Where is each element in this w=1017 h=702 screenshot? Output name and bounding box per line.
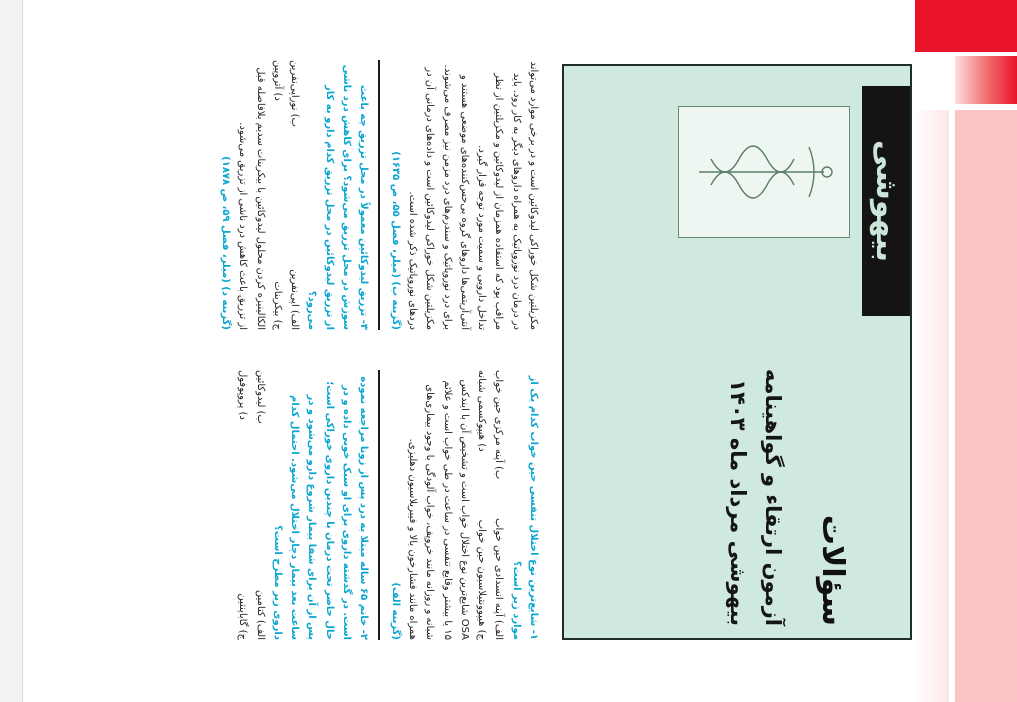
q3-explanation: الکالینیزه کردن محلول لیدوکائین با بیکربنات سدیم بلافاصله قبل از تزریق باعث کاهش درد ناشی از تزریق می‌شود.	[237, 67, 266, 330]
brand-label: بیهوشی	[869, 140, 904, 262]
exam-title-line2: بیهوشی مرداد ماه ۱۴۰۳	[726, 379, 750, 626]
q2-options-row1	[251, 370, 268, 640]
q1-explanation: OSA شایع‌ترین نوع اختلال خواب است و تشخیص آن با ایندکس ۱۵ یا بیشتر وقایع تنفسی در ساعت در طی خواب است و علائم شبانه و روزانه مانند خروپف، خواب آلودگی با وجود بیماری‌های همراه مانند فشارخون بالا و فیبریلاسیون دهلیزی.	[406, 379, 470, 640]
q3-option-c: ج) بیکربنات	[271, 281, 283, 330]
q2-options-row2	[234, 370, 251, 640]
q1-stem: ۱- شایع‌ترین نوع اختلال تنفسی حین خواب کدام یک از موارد زیر است؟	[510, 375, 539, 640]
q2-stem: ۲- خانم ۶۵ ساله مبتلا به درد پس از زونا مراجعه نموده است. در گذشته داروی برای او سبک خوبی داده و در حال حاضر تحت درمان با چندین داروی خوراکی است؛ پس از آن برای شفا بیمار شروع دارو می‌شود و در ساعت بعد بیمار دچار اختلال می‌شود. احتمال کدام داروی زیر مطرح است؟	[271, 376, 370, 640]
q2-option-c: ج) گاباپنتین	[237, 593, 249, 640]
q3-stem: ۳- تزریق لیدوکائین معمولاً در محل تزریق چه باعث سوزش در محل تزریق می‌شود؟ برای کاهش درد ناشی از تزریق لیدوکائین در محل تزریق کدام دارو به کار می‌رود؟	[306, 64, 370, 330]
q1-options-row1	[490, 370, 507, 640]
q1-option-d: د) هیپوکسمی شبانه	[476, 370, 488, 452]
brand-bar	[862, 86, 910, 316]
column-right	[234, 370, 542, 640]
red-gradient-block	[955, 56, 1017, 104]
q2-answer: (گزینه ب) (میلر، فصل ۵۵، ص ۱۶۳۵)	[389, 151, 401, 330]
header-banner	[562, 64, 912, 640]
q2-option-a: الف) کتامین	[254, 589, 266, 640]
q3-option-b: ب) نوراپی‌نفرین	[289, 60, 301, 127]
red-corner-block	[915, 0, 1017, 52]
q3-options-row1	[286, 60, 303, 330]
q2-explanation-1: مکزیلتین شکل خوراکی لیدوکائین است و در برخی موارد می‌تواند در درمان درد نوروپاتیک به همراه داروهای دیگر به کار رود. باید مراقب بود که استفاده همزمان از لیدوکائین و مکزیلتین از نظر تداخل دارویی و سمیت مورد توجه قرار گیرد.	[476, 61, 539, 330]
section-label: سؤالات	[815, 514, 850, 626]
pink-strip-inner	[915, 110, 949, 702]
q3-option-a: الف) اپی‌نفرین	[289, 269, 301, 330]
q1-options-row2	[473, 370, 490, 640]
q1-option-a: الف) آپنه انسدادی حین خواب	[493, 518, 505, 640]
q2-option-d: د) پروپوفول	[237, 370, 249, 420]
q1-option-c: ج) هیپوونتیلاسیون حین خواب	[476, 519, 488, 640]
q1-answer: (گزینه الف)	[389, 582, 401, 640]
q1-option-b: ب) آپنه مرکزی حین خواب	[493, 370, 505, 480]
left-margin-bar	[0, 0, 23, 702]
q3-options-row2	[269, 60, 286, 330]
q-divider	[378, 370, 380, 640]
notebook-caduceus-icon	[678, 106, 850, 238]
questions-page	[72, 50, 542, 650]
q-divider	[378, 60, 380, 330]
q3-answer: (گزینه د) (میلر، فصل ۵۹، ص ۱۸۷۸)	[219, 156, 231, 330]
q2-option-b: ب) لیدوکائین	[254, 370, 266, 424]
exam-title-line1: آزمون ارتقاء و گواهینامه	[761, 368, 785, 626]
pink-strip	[955, 110, 1017, 702]
banner-box	[562, 64, 912, 640]
column-left	[217, 60, 542, 330]
page-edge-decoration	[915, 0, 1017, 702]
q3-option-d: د) آتروپین	[271, 60, 283, 101]
q2-explanation-2: آنتی‌آریتمی‌ها داروهای گروه بی‌حس‌کننده‌های موضعی هستند و برای درد نوروپاتیک و سندرم‌های درد مزمن نیز مصرف می‌شوند. مکزیلتین شکل خوراکی لیدوکائین است و داده‌های درمانی آن در دردهای نوروپاتیک ذکر شده است.	[406, 64, 470, 330]
